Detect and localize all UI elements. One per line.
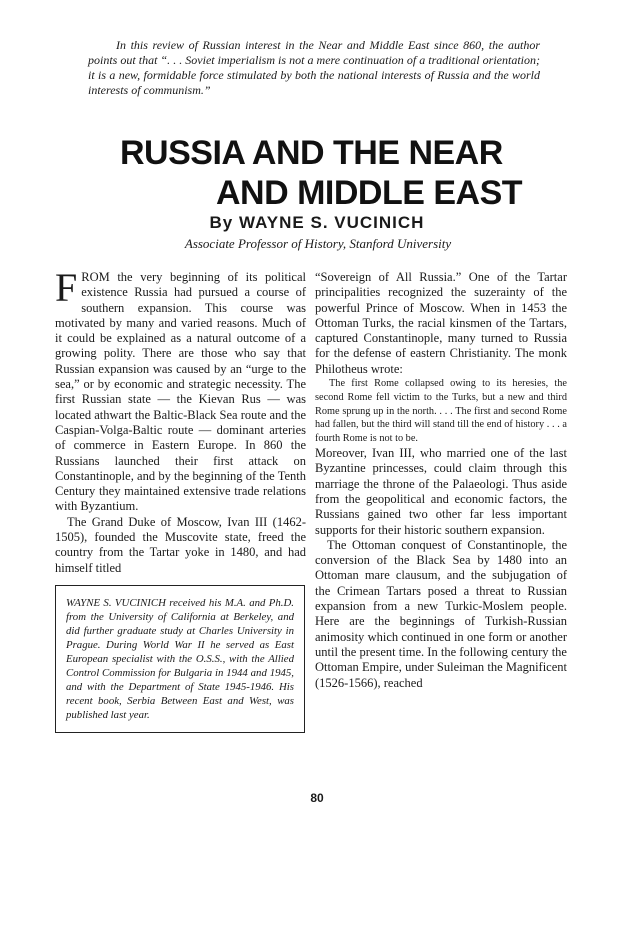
author-byline: By WAYNE S. VUCINICH	[209, 213, 425, 232]
author-affiliation: Associate Professor of History, Stanford University	[184, 236, 452, 251]
author-bio-box	[55, 585, 305, 733]
right-paragraph-3: The Ottoman conquest of Constantinople, the conversion of the Black Sea by 1480 into an Ottoman mare clausum, and the subjugation of the Crimean Tartars posed a threat to Russian expansion from a new Turkic-Moslem people. Here are the beginnings of Turkish-Russian animosity which continued in one form or another until the present time. In the following century the Ottoman Empire, under Suleiman the Magnificent (1526-1566), reached	[315, 537, 567, 690]
drop-cap: F	[55, 265, 78, 310]
article-title-line-2: AND MIDDLE EAST	[216, 174, 523, 212]
left-paragraph-2: The Grand Duke of Moscow, Ivan III (1462-1505), founded the Muscovite state, freed the country from the Tartar yoke in 1480, and had himself titled	[55, 514, 306, 575]
right-paragraph-1: “Sovereign of All Russia.” One of the Tartar principalities recognized the suzerainty of the powerful Prince of Moscow. When in 1453 the Ottoman Turks, the racial kinsmen of the Tartars, captured Constantinople, many turned to Russia for the defense of eastern Christianity. The monk Philotheus wrote:	[315, 270, 567, 376]
page-number: 80	[310, 791, 324, 805]
intro-text: In this review of Russian interest in the Near and Middle East since 860, the author points out that “. . . Soviet imperialism is not a mere continuation of a traditional orientation; it is a new, formidable force stimulated by both the national interests of Russia and the world interests of communism.”	[88, 38, 540, 97]
left-column	[55, 265, 306, 733]
intro-abstract	[88, 38, 540, 98]
right-column	[315, 270, 567, 691]
philotheus-quote: The first Rome collapsed owing to its heresies, the second Rome fell victim to the Turks, but a new and third Rome sprung up in the north. . . . The first and second Rome had fallen, but the third will stand till the end of history . . . a fourth Rome is not to be.	[315, 378, 567, 445]
left-paragraph-1	[55, 265, 306, 515]
right-paragraph-2: Moreover, Ivan III, who married one of the last Byzantine princesses, could claim through this marriage the throne of the Palaeologi. Thus aside from the geopolitical and economic factors, the Russians gained two other far less important supports for their historic southern expansion.	[315, 446, 567, 537]
left-paragraph-1-text: ROM the very beginning of its political existence Russia had pursued a course of southern expansion. This course was motivated by many and varied reasons. Much of it could be explained as a natural outcome of a growing polity. There are those who say that Russian expansion was caused by an “urge to the sea,” or by economic and strategic necessity. The first Russian state — the Kievan Rus — was located athwart the Baltic-Black Sea route and the Caspian-Volga-Baltic route — dominant arteries of commerce in Eastern Europe. In 860 the Russians launched their first attack on Constantinople, and by the beginning of the Tenth Century they maintained extensive trade relations with Byzantium.	[55, 270, 306, 514]
author-bio-text: WAYNE S. VUCINICH received his M.A. and Ph.D. from the University of California at Berkeley, and did further graduate study at Charles University in Prague. During World War II he served as East European specialist with the O.S.S., with the Allied Control Commission for Bulgaria in 1944 and 1945, and with the Department of State 1945-1946. His recent book, Serbia Between East and West, was published last year.	[66, 596, 294, 721]
article-title-line-1: RUSSIA AND THE NEAR	[120, 134, 503, 172]
